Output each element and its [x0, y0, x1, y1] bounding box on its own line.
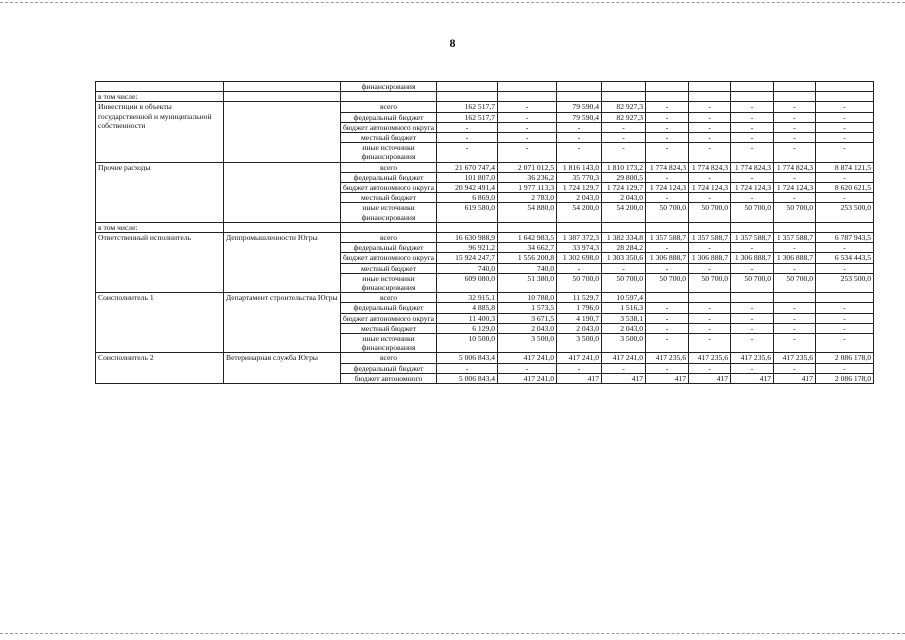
- value-cell: -: [646, 363, 689, 373]
- value-cell: 1 774 824,3: [774, 162, 816, 172]
- value-cell: 253 500,0: [816, 203, 874, 222]
- value-cell: 29 800,5: [602, 172, 646, 182]
- executor-org: Ветеринарная служба Югры: [224, 353, 341, 384]
- section-label: в том числе:: [96, 92, 224, 102]
- value-cell: 1 774 824,3: [689, 162, 731, 172]
- empty-cell: [774, 82, 816, 92]
- continuation-row: [96, 82, 874, 92]
- value-cell: 51 380,0: [498, 273, 557, 292]
- value-cell: 36 236,2: [498, 172, 557, 182]
- value-cell: 162 517,7: [437, 112, 498, 122]
- table-row: [96, 162, 874, 172]
- value-cell: -: [602, 263, 646, 273]
- value-cell: -: [816, 143, 874, 162]
- empty-cell: [602, 82, 646, 92]
- value-cell: -: [816, 102, 874, 112]
- source-cell: федеральный бюджет: [341, 172, 437, 182]
- value-cell: 417 235,6: [689, 353, 731, 363]
- value-cell: 1 357 588,7: [731, 233, 774, 243]
- empty-cell: [224, 222, 341, 232]
- table-row: [96, 102, 874, 112]
- source-cell: федеральный бюджет: [341, 243, 437, 253]
- page-number: 8: [449, 36, 456, 50]
- executor-org: [224, 102, 341, 162]
- empty-cell: [498, 92, 557, 102]
- empty-cell: [646, 82, 689, 92]
- value-cell: -: [689, 334, 731, 353]
- value-cell: 33 974,3: [557, 243, 602, 253]
- value-cell: 417: [602, 373, 646, 383]
- value-cell: -: [646, 334, 689, 353]
- value-cell: -: [646, 112, 689, 122]
- value-cell: 417 241,0: [557, 353, 602, 363]
- value-cell: -: [602, 143, 646, 162]
- empty-cell: [774, 222, 816, 232]
- budget-table: [95, 81, 874, 384]
- empty-cell: [498, 222, 557, 232]
- item-name: Ответственный исполнитель: [96, 233, 224, 293]
- value-cell: -: [689, 323, 731, 333]
- value-cell: 50 700,0: [689, 203, 731, 222]
- table-row: [96, 293, 874, 303]
- source-cell: местный бюджет: [341, 133, 437, 143]
- empty-cell: [602, 92, 646, 102]
- value-cell: 1 810 173,2: [602, 162, 646, 172]
- value-cell: 2 043,0: [602, 323, 646, 333]
- value-cell: 50 700,0: [602, 273, 646, 292]
- value-cell: 50 700,0: [731, 203, 774, 222]
- value-cell: 3 538,1: [602, 313, 646, 323]
- value-cell: 35 770,3: [557, 172, 602, 182]
- value-cell: -: [557, 363, 602, 373]
- value-cell: -: [774, 334, 816, 353]
- value-cell: 1 724 124,3: [731, 183, 774, 193]
- value-cell: -: [646, 172, 689, 182]
- value-cell: -: [816, 243, 874, 253]
- value-cell: -: [646, 313, 689, 323]
- value-cell: -: [731, 172, 774, 182]
- value-cell: 2 043,0: [557, 323, 602, 333]
- value-cell: -: [774, 102, 816, 112]
- value-cell: 3 671,5: [498, 313, 557, 323]
- value-cell: -: [689, 102, 731, 112]
- value-cell: -: [557, 133, 602, 143]
- value-cell: 101 807,0: [437, 172, 498, 182]
- source-cell: бюджет автономного округа: [341, 253, 437, 263]
- value-cell: 2 086 178,0: [816, 353, 874, 363]
- value-cell: 417 241,0: [602, 353, 646, 363]
- value-cell: -: [774, 323, 816, 333]
- value-cell: -: [646, 323, 689, 333]
- value-cell: -: [689, 363, 731, 373]
- value-cell: 1 516,3: [602, 303, 646, 313]
- value-cell: 10 597,4: [602, 293, 646, 303]
- value-cell: 740,0: [437, 263, 498, 273]
- value-cell: -: [557, 122, 602, 132]
- value-cell: -: [437, 143, 498, 162]
- value-cell: 417: [557, 373, 602, 383]
- empty-cell: [557, 222, 602, 232]
- value-cell: 54 880,0: [498, 203, 557, 222]
- source-cell: всего: [341, 102, 437, 112]
- value-cell: -: [646, 133, 689, 143]
- value-cell: 50 700,0: [774, 203, 816, 222]
- value-cell: 1 816 143,0: [557, 162, 602, 172]
- value-cell: 253 500,0: [816, 273, 874, 292]
- value-cell: -: [498, 363, 557, 373]
- value-cell: -: [816, 334, 874, 353]
- value-cell: 1 774 824,3: [646, 162, 689, 172]
- source-cell: всего: [341, 162, 437, 172]
- empty-cell: [689, 82, 731, 92]
- item-name: Соисполнитель 2: [96, 353, 224, 384]
- value-cell: -: [816, 323, 874, 333]
- value-cell: -: [731, 313, 774, 323]
- empty-cell: [224, 92, 341, 102]
- scan-edge-top: [0, 2, 905, 3]
- source-cell: иные источники финансирования: [341, 143, 437, 162]
- value-cell: -: [689, 193, 731, 203]
- value-cell: -: [646, 243, 689, 253]
- value-cell: -: [602, 133, 646, 143]
- value-cell: -: [774, 313, 816, 323]
- source-cell: всего: [341, 293, 437, 303]
- value-cell: 619 580,0: [437, 203, 498, 222]
- value-cell: 1 306 888,7: [646, 253, 689, 263]
- value-cell: 4 190,7: [557, 313, 602, 323]
- value-cell: 11 400,3: [437, 313, 498, 323]
- value-cell: 50 700,0: [646, 203, 689, 222]
- value-cell: 417: [774, 373, 816, 383]
- source-cell: бюджет автономного округа: [341, 183, 437, 193]
- value-cell: 417: [731, 373, 774, 383]
- value-cell: 1 724 129,7: [557, 183, 602, 193]
- value-cell: -: [816, 112, 874, 122]
- value-cell: -: [498, 143, 557, 162]
- value-cell: -: [731, 143, 774, 162]
- source-cell: бюджет автономного округа: [341, 313, 437, 323]
- value-cell: [731, 293, 774, 303]
- value-cell: 1 724 124,3: [689, 183, 731, 193]
- value-cell: -: [557, 263, 602, 273]
- value-cell: 79 590,4: [557, 112, 602, 122]
- empty-cell: [341, 222, 437, 232]
- value-cell: -: [646, 303, 689, 313]
- value-cell: 10 500,0: [437, 334, 498, 353]
- value-cell: 54 200,0: [557, 203, 602, 222]
- section-label-row: [96, 222, 874, 232]
- value-cell: -: [774, 172, 816, 182]
- value-cell: -: [646, 263, 689, 273]
- value-cell: -: [774, 363, 816, 373]
- value-cell: 417 235,6: [646, 353, 689, 363]
- value-cell: 2 043,0: [602, 193, 646, 203]
- source-cell: бюджет автономного округа: [341, 122, 437, 132]
- value-cell: 16 630 988,9: [437, 233, 498, 243]
- value-cell: 1 977 113,3: [498, 183, 557, 193]
- empty-cell: [731, 222, 774, 232]
- value-cell: -: [437, 133, 498, 143]
- item-name: Соисполнитель 1: [96, 293, 224, 353]
- value-cell: -: [816, 303, 874, 313]
- value-cell: 1 306 888,7: [774, 253, 816, 263]
- source-cell: всего: [341, 233, 437, 243]
- empty-cell: [689, 92, 731, 102]
- value-cell: -: [498, 133, 557, 143]
- value-cell: [689, 293, 731, 303]
- value-cell: 11 529,7: [557, 293, 602, 303]
- empty-cell: [731, 92, 774, 102]
- empty-cell: [816, 82, 874, 92]
- empty-cell: [557, 92, 602, 102]
- value-cell: 1 302 698,0: [557, 253, 602, 263]
- value-cell: 1 306 888,7: [731, 253, 774, 263]
- source-cell: иные источники финансирования: [341, 334, 437, 353]
- section-label: в том числе:: [96, 222, 224, 232]
- section-label-row: [96, 92, 874, 102]
- value-cell: 3 500,0: [557, 334, 602, 353]
- source-cell: бюджет автономного: [341, 373, 437, 383]
- value-cell: 417 235,6: [731, 353, 774, 363]
- value-cell: -: [774, 122, 816, 132]
- value-cell: 50 700,0: [557, 273, 602, 292]
- value-cell: 6 129,0: [437, 323, 498, 333]
- source-cell: местный бюджет: [341, 263, 437, 273]
- value-cell: 50 700,0: [731, 273, 774, 292]
- value-cell: 2 783,0: [498, 193, 557, 203]
- value-cell: 1 724 124,3: [646, 183, 689, 193]
- value-cell: 2 071 012,5: [498, 162, 557, 172]
- table-row: [96, 233, 874, 243]
- value-cell: -: [774, 193, 816, 203]
- value-cell: -: [689, 122, 731, 132]
- value-cell: 609 080,0: [437, 273, 498, 292]
- value-cell: -: [816, 172, 874, 182]
- empty-cell: [816, 92, 874, 102]
- value-cell: 6 869,0: [437, 193, 498, 203]
- value-cell: -: [816, 263, 874, 273]
- value-cell: 21 670 747,4: [437, 162, 498, 172]
- value-cell: 28 284,2: [602, 243, 646, 253]
- value-cell: 6 787 943,5: [816, 233, 874, 243]
- empty-cell: [437, 82, 498, 92]
- value-cell: 54 200,0: [602, 203, 646, 222]
- value-cell: -: [437, 122, 498, 132]
- empty-cell: [816, 222, 874, 232]
- value-cell: 6 534 443,5: [816, 253, 874, 263]
- source-cell: федеральный бюджет: [341, 112, 437, 122]
- value-cell: -: [689, 172, 731, 182]
- value-cell: 1 796,0: [557, 303, 602, 313]
- value-cell: 1 556 200,8: [498, 253, 557, 263]
- value-cell: 1 642 983,5: [498, 233, 557, 243]
- value-cell: -: [689, 303, 731, 313]
- item-name: Прочие расходы: [96, 162, 224, 222]
- value-cell: -: [731, 122, 774, 132]
- value-cell: 2 043,0: [498, 323, 557, 333]
- value-cell: -: [602, 122, 646, 132]
- source-cell: федеральный бюджет: [341, 363, 437, 373]
- source-cell: местный бюджет: [341, 323, 437, 333]
- value-cell: 1 724 129,7: [602, 183, 646, 193]
- value-cell: -: [437, 363, 498, 373]
- value-cell: -: [646, 122, 689, 132]
- value-cell: 50 700,0: [646, 273, 689, 292]
- value-cell: -: [646, 143, 689, 162]
- empty-cell: [96, 82, 224, 92]
- value-cell: 3 500,0: [602, 334, 646, 353]
- value-cell: 79 590,4: [557, 102, 602, 112]
- value-cell: 417 235,6: [774, 353, 816, 363]
- value-cell: -: [731, 303, 774, 313]
- value-cell: -: [816, 122, 874, 132]
- value-cell: -: [816, 133, 874, 143]
- value-cell: -: [731, 263, 774, 273]
- value-cell: -: [731, 323, 774, 333]
- value-cell: 1 357 588,7: [646, 233, 689, 243]
- value-cell: -: [816, 313, 874, 323]
- value-cell: 82 927,3: [602, 102, 646, 112]
- value-cell: -: [498, 112, 557, 122]
- value-cell: 82 927,3: [602, 112, 646, 122]
- value-cell: -: [689, 263, 731, 273]
- value-cell: -: [689, 143, 731, 162]
- value-cell: -: [498, 102, 557, 112]
- source-cell: иные источники финансирования: [341, 273, 437, 292]
- value-cell: 1 387 372,3: [557, 233, 602, 243]
- value-cell: 32 915,1: [437, 293, 498, 303]
- value-cell: 15 924 247,7: [437, 253, 498, 263]
- value-cell: 417 241,0: [498, 373, 557, 383]
- value-cell: 1 573,5: [498, 303, 557, 313]
- value-cell: 4 885,8: [437, 303, 498, 313]
- value-cell: 1 357 588,7: [774, 233, 816, 243]
- empty-cell: [774, 92, 816, 102]
- value-cell: -: [731, 193, 774, 203]
- value-cell: 20 942 491,4: [437, 183, 498, 193]
- value-cell: [816, 293, 874, 303]
- value-cell: 8 874 121,5: [816, 162, 874, 172]
- value-cell: 1 724 124,3: [774, 183, 816, 193]
- value-cell: -: [731, 363, 774, 373]
- value-cell: -: [774, 112, 816, 122]
- value-cell: -: [774, 263, 816, 273]
- budget-table-body: [96, 82, 874, 384]
- source-cell: финансирования: [341, 82, 437, 92]
- source-cell: федеральный бюджет: [341, 303, 437, 313]
- source-cell: всего: [341, 353, 437, 363]
- value-cell: 1 774 824,3: [731, 162, 774, 172]
- value-cell: 96 921,2: [437, 243, 498, 253]
- table-row: [96, 353, 874, 363]
- value-cell: 1 303 350,6: [602, 253, 646, 263]
- value-cell: -: [731, 112, 774, 122]
- value-cell: -: [731, 243, 774, 253]
- value-cell: -: [689, 243, 731, 253]
- value-cell: -: [774, 303, 816, 313]
- value-cell: 417: [646, 373, 689, 383]
- value-cell: -: [498, 122, 557, 132]
- value-cell: 50 700,0: [774, 273, 816, 292]
- empty-cell: [437, 222, 498, 232]
- executor-org: Деппромышленности Югры: [224, 233, 341, 293]
- value-cell: -: [689, 313, 731, 323]
- value-cell: 34 662,7: [498, 243, 557, 253]
- value-cell: [646, 293, 689, 303]
- value-cell: -: [816, 193, 874, 203]
- value-cell: 8 620 621,5: [816, 183, 874, 193]
- empty-cell: [224, 82, 341, 92]
- value-cell: -: [731, 334, 774, 353]
- value-cell: 10 788,0: [498, 293, 557, 303]
- empty-cell: [498, 82, 557, 92]
- value-cell: 1 357 588,7: [689, 233, 731, 243]
- executor-org: Департамент строительства Югры: [224, 293, 341, 353]
- value-cell: 740,0: [498, 263, 557, 273]
- empty-cell: [689, 222, 731, 232]
- value-cell: -: [689, 112, 731, 122]
- value-cell: -: [646, 102, 689, 112]
- value-cell: 5 006 843,4: [437, 373, 498, 383]
- value-cell: -: [816, 363, 874, 373]
- value-cell: 5 006 843,4: [437, 353, 498, 363]
- value-cell: -: [774, 243, 816, 253]
- empty-cell: [646, 222, 689, 232]
- value-cell: 417 241,0: [498, 353, 557, 363]
- item-name: Инвестиции в объекты государственной и муниципальной собственности: [96, 102, 224, 162]
- value-cell: -: [602, 363, 646, 373]
- empty-cell: [437, 92, 498, 102]
- value-cell: -: [774, 143, 816, 162]
- scan-edge-bottom: [0, 633, 905, 634]
- value-cell: -: [731, 133, 774, 143]
- value-cell: 2 043,0: [557, 193, 602, 203]
- empty-cell: [557, 82, 602, 92]
- value-cell: -: [646, 193, 689, 203]
- value-cell: -: [774, 133, 816, 143]
- value-cell: 3 500,0: [498, 334, 557, 353]
- value-cell: 2 086 178,0: [816, 373, 874, 383]
- value-cell: -: [731, 102, 774, 112]
- empty-cell: [731, 82, 774, 92]
- value-cell: -: [557, 143, 602, 162]
- source-cell: местный бюджет: [341, 193, 437, 203]
- value-cell: 417: [689, 373, 731, 383]
- value-cell: [774, 293, 816, 303]
- value-cell: 50 700,0: [689, 273, 731, 292]
- empty-cell: [602, 222, 646, 232]
- value-cell: -: [689, 133, 731, 143]
- empty-cell: [646, 92, 689, 102]
- source-cell: иные источники финансирования: [341, 203, 437, 222]
- value-cell: 1 306 888,7: [689, 253, 731, 263]
- value-cell: 162 517,7: [437, 102, 498, 112]
- value-cell: 1 382 334,8: [602, 233, 646, 243]
- executor-org: [224, 162, 341, 222]
- empty-cell: [341, 92, 437, 102]
